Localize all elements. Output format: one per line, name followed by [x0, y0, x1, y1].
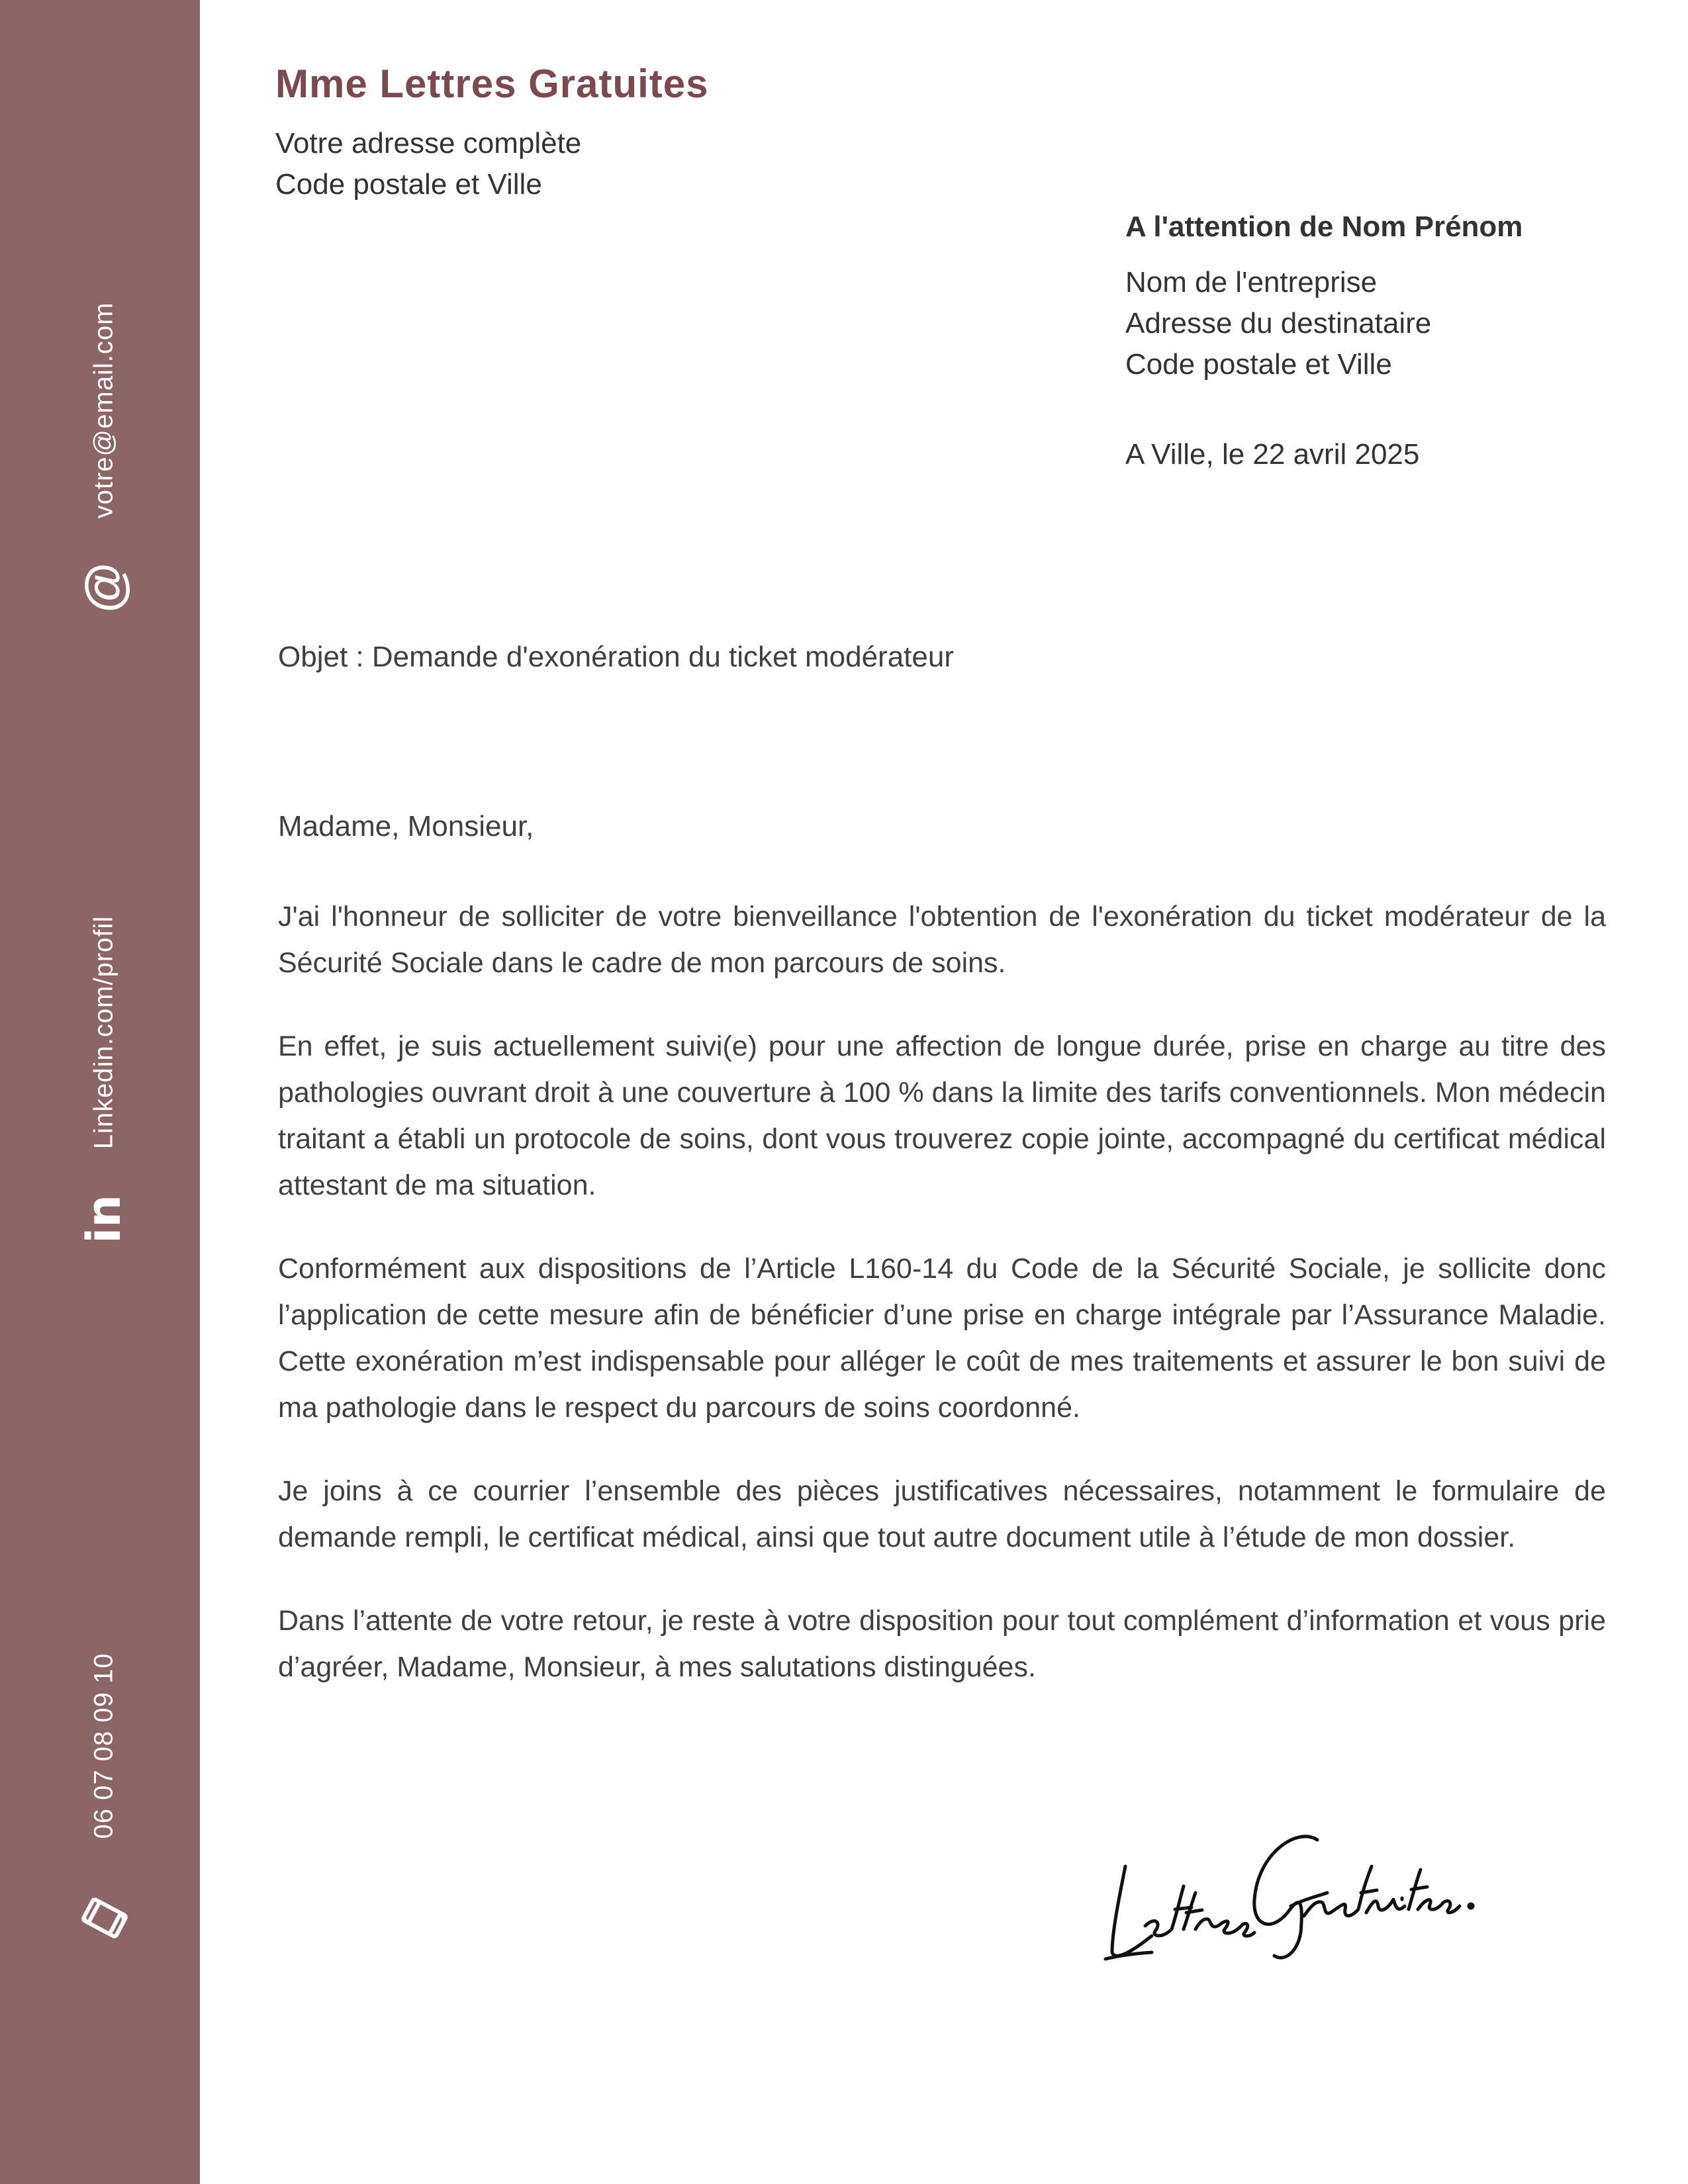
paragraph-5: Dans l’attente de votre retour, je reste à votre disposition pour tout complément d’information et vous prie d’agréer, Madame, Monsieur, à mes salutations distinguées.	[278, 1605, 1606, 1683]
letter-greeting: Madame, Monsieur,	[278, 810, 534, 842]
sender-name: Mme Lettres Gratuites	[275, 62, 709, 106]
paragraph-3: Conformément aux dispositions de l’Article L160-14 du Code de la Sécurité Sociale, je sollicite donc l’application de cette mesure afin de bénéficier d’une prise en charge intégrale par l’Assurance Maladie. Cette exonération m’est indispensable pour alléger le coût de mes traitements et assurer le bon suivi de ma pathologie dans le respect du parcours de soins coordonné.	[278, 1253, 1606, 1424]
at-icon: @	[74, 562, 133, 614]
paragraph-1: J'ai l'honneur de solliciter de votre bienveillance l'obtention de l'exonération du ticket modérateur de la Sécurité Sociale dans le cadre de mon parcours de soins.	[278, 901, 1606, 979]
recipient-city: Code postale et Ville	[1125, 348, 1392, 381]
linkedin-icon: in	[77, 1195, 131, 1244]
recipient-company: Nom de l'entreprise	[1125, 266, 1378, 298]
recipient-address: Adresse du destinataire	[1125, 307, 1432, 340]
sidebar-linkedin[interactable]: Linkedin.com/profil	[89, 915, 118, 1150]
phone-icon	[81, 1894, 128, 1942]
paragraph-4: Je joins à ce courrier l’ensemble des pièces justificatives nécessaires, notamment le formulaire de demande rempli, le certificat médical, ainsi que tout autre document utile à l’étude de mon dossier.	[278, 1475, 1606, 1553]
letter-body	[278, 893, 1606, 1727]
sidebar-email[interactable]: votre@email.com	[89, 302, 118, 519]
sender-address: Votre adresse complète	[275, 127, 582, 159]
date-line: A Ville, le 22 avril 2025	[1125, 438, 1420, 471]
sidebar-phone[interactable]: 06 07 08 09 10	[89, 1653, 118, 1839]
paragraph-2: En effet, je suis actuellement suivi(e) pour une affection de longue durée, prise en charge au titre des pathologies ouvrant droit à une couverture à 100 % dans la limite des tarifs conventionnels. Mon médecin traitant a établi un protocole de soins, dont vous trouverez copie jointe, accompagné du certificat médical attestant de ma situation.	[278, 1030, 1606, 1201]
sender-city: Code postale et Ville	[275, 168, 542, 201]
contact-sidebar	[0, 0, 200, 2184]
handwritten-signature	[1099, 1800, 1483, 1972]
recipient-attention: A l'attention de Nom Prénom	[1125, 210, 1523, 243]
letter-subject: Objet : Demande d'exonération du ticket modérateur	[278, 641, 954, 673]
